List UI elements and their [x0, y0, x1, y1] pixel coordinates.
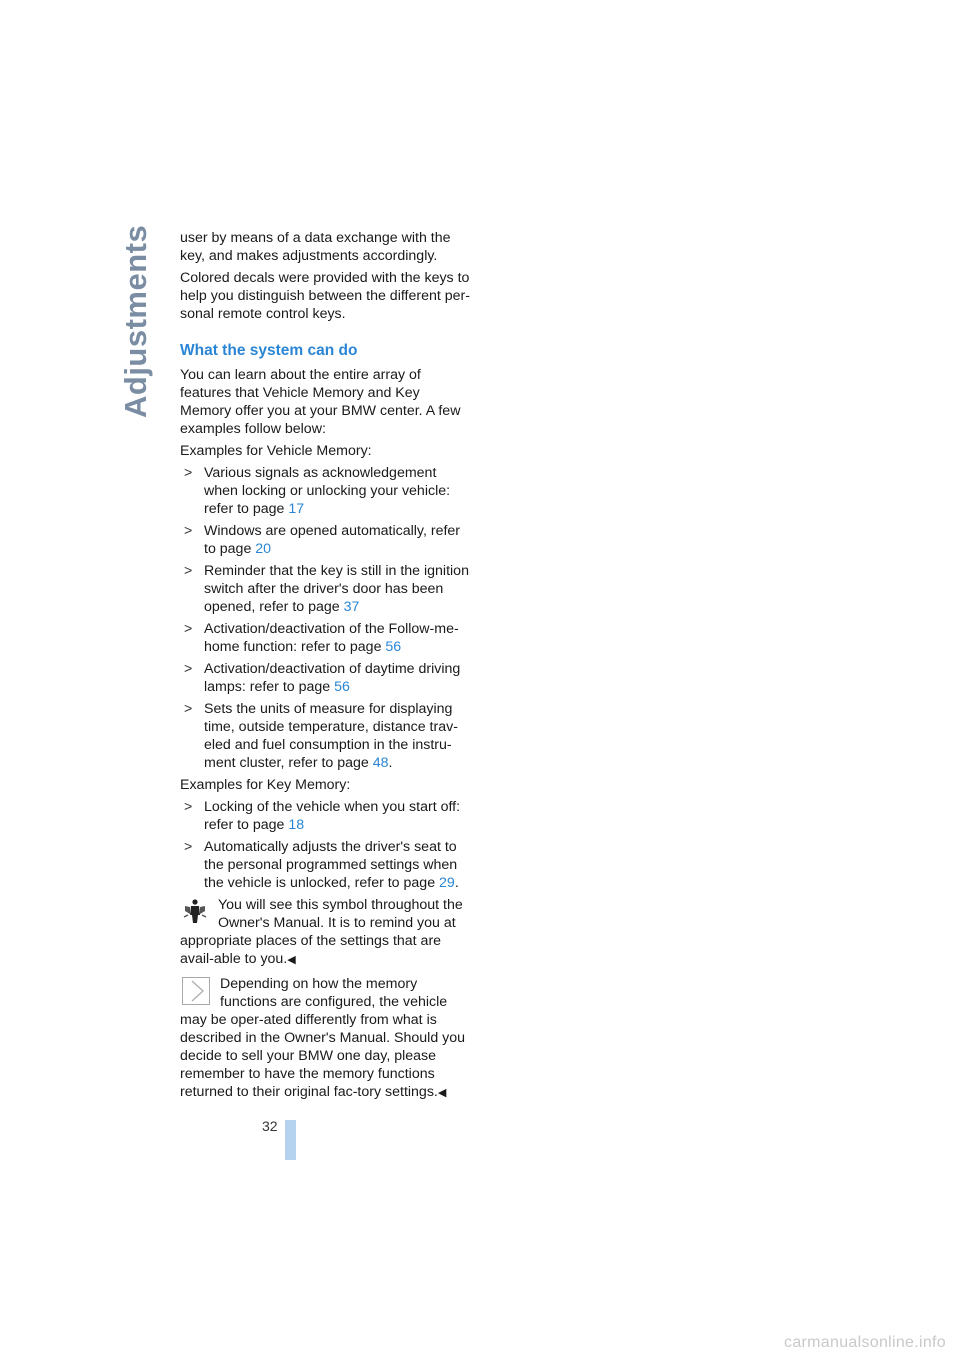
- watermark: carmanualsonline.info: [784, 1334, 946, 1351]
- page-link[interactable]: 18: [288, 817, 305, 833]
- bullet-marker: >: [184, 839, 193, 855]
- section-title: Adjustments: [118, 224, 153, 418]
- page-link[interactable]: 17: [288, 501, 305, 517]
- intro-paragraph-1: user by means of a data exchange with the key, and makes adjustments accordingly.: [180, 230, 451, 264]
- list-item: > Sets the units of measure for displaying time, outside temperature, distance trav-eled and fuel consumption in the instru-ment cluster, refer to page 48.: [184, 701, 458, 771]
- vehicle-memory-intro: Examples for Vehicle Memory:: [180, 443, 372, 459]
- vehicle-memory-list: [180, 464, 472, 772]
- bullet-marker: >: [184, 621, 193, 637]
- page-link[interactable]: 20: [255, 541, 272, 557]
- list-item-text: Automatically adjusts the driver's seat to the personal programmed settings when the vehicle is unlocked, refer to page: [204, 839, 458, 891]
- list-item: > Automatically adjusts the driver's seat to the personal programmed settings when the vehicle is unlocked, refer to page 29.: [184, 839, 459, 891]
- bullet-marker: >: [184, 563, 193, 579]
- intro-paragraph-2: Colored decals were provided with the keys to help you distinguish between the different per-sonal remote control keys.: [180, 270, 470, 322]
- symbol-note: [180, 896, 472, 969]
- list-item-text: Various signals as acknowledgement when locking or unlocking your vehicle: refer to page: [204, 465, 451, 517]
- list-item: [180, 660, 472, 696]
- page-tab-bar: [285, 1120, 296, 1160]
- key-memory-list: [180, 798, 472, 892]
- section-paragraph: You can learn about the entire array of features that Vehicle Memory and Key Memory offer you at your BMW center. A few examples follow below:: [180, 367, 461, 437]
- page-link[interactable]: 37: [343, 599, 360, 615]
- key-memory-intro: Examples for Key Memory:: [180, 777, 351, 793]
- person-memory-icon: [182, 898, 208, 924]
- list-item-text: Activation/deactivation of daytime driving lamps: refer to page: [204, 661, 461, 695]
- page-content: [180, 229, 472, 1106]
- list-item-text: Activation/deactivation of the Follow-me-home function: refer to page: [204, 621, 459, 655]
- bullet-marker: >: [184, 465, 193, 481]
- memory-note-text: Depending on how the memory functions are configured, the vehicle may be oper-ated differently from what is described in the Owner's Manual. Should you decide to sell your BMW one day, please remember to have the memory functions returned to their original fac-tory settings.: [180, 976, 466, 1100]
- note-triangle-icon: [182, 977, 210, 1005]
- page-link[interactable]: 29: [439, 875, 455, 891]
- list-item: [180, 522, 472, 558]
- bullet-marker: >: [184, 799, 193, 815]
- memory-note: [180, 975, 472, 1102]
- section-heading: What the system can do: [180, 342, 358, 359]
- end-mark-icon: ◀: [287, 954, 296, 966]
- page-link[interactable]: 56: [334, 679, 350, 695]
- list-item: [180, 562, 472, 616]
- list-item: [180, 620, 472, 656]
- list-item-text: Reminder that the key is still in the ignition switch after the driver's door has been opened, refer to page: [204, 563, 469, 615]
- list-item: [180, 464, 472, 518]
- list-item-text: Sets the units of measure for displaying time, outside temperature, distance trav-eled and fuel consumption in the instru-ment cluster, refer to page: [204, 701, 458, 771]
- bullet-marker: >: [184, 661, 193, 677]
- bullet-marker: >: [184, 523, 193, 539]
- list-item: [180, 798, 472, 834]
- end-mark-icon: ◀: [437, 1087, 447, 1099]
- bullet-marker: >: [184, 701, 193, 717]
- symbol-note-text: You will see this symbol throughout the Owner's Manual. It is to remind you at appropriate places of the settings that are avail-able to you.: [180, 897, 463, 967]
- list-item-text: Locking of the vehicle when you start off: refer to page: [204, 799, 461, 833]
- page-link[interactable]: 48: [372, 755, 389, 771]
- list-item-text: Windows are opened automatically, refer to page: [204, 523, 461, 557]
- page-link[interactable]: 56: [385, 639, 402, 655]
- page-number: 32: [262, 1118, 278, 1134]
